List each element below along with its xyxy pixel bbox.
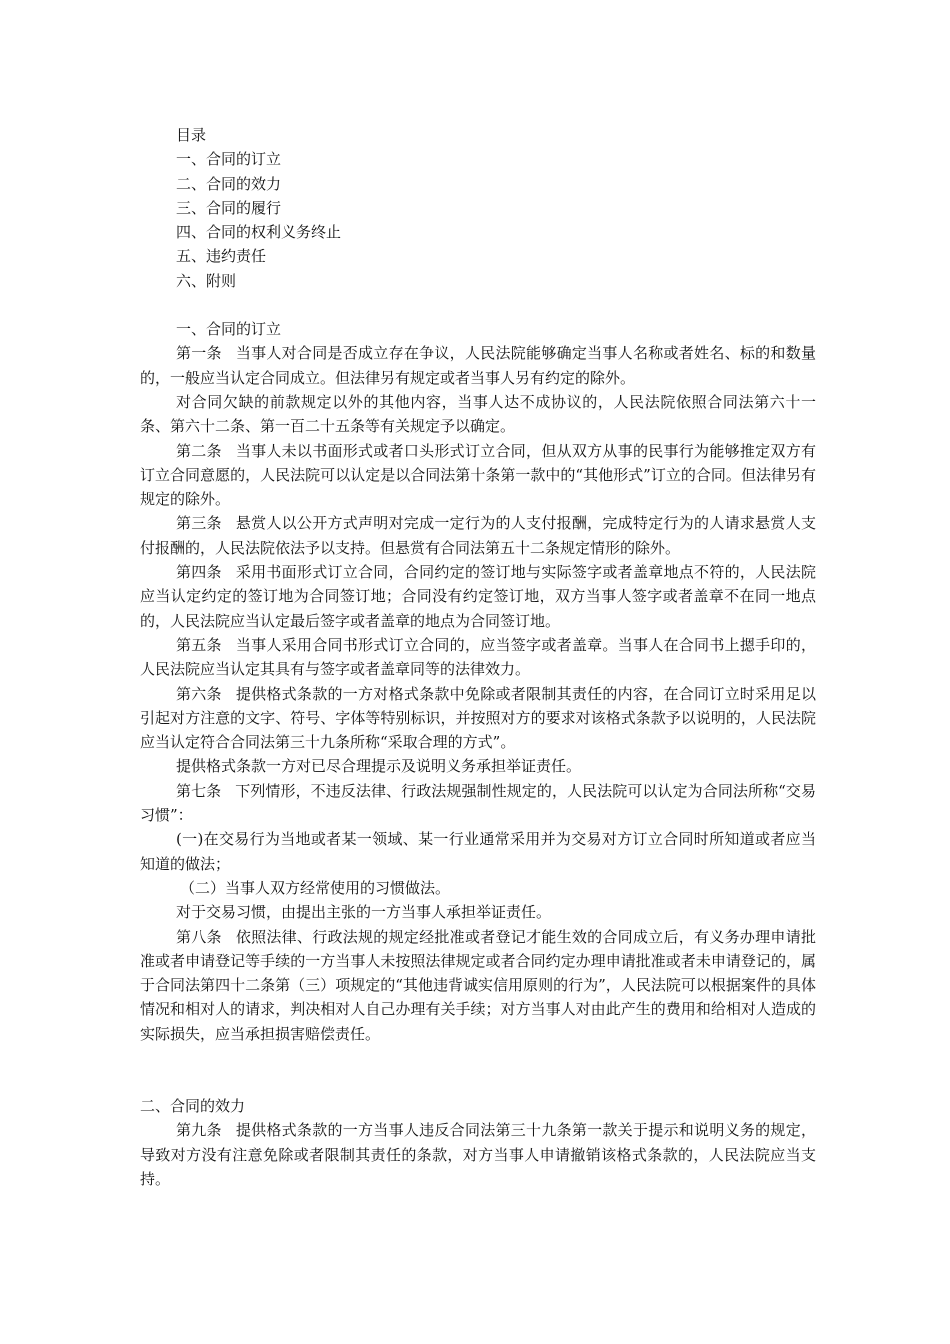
article-label: 第八条 [176, 927, 222, 946]
article-paragraph: 提供格式条款一方对已尽合理提示及说明义务承担举证责任。 [176, 757, 582, 776]
toc-item: 四、合同的权利义务终止 [176, 223, 342, 242]
article-label: 第三条 [176, 514, 222, 533]
toc-item: 六、附则 [176, 271, 237, 290]
article-label: 第一条 [176, 344, 222, 363]
toc-title: 目录 [176, 126, 207, 144]
article-text: 采用书面形式订立合同，合同约定的签订地与实际签字或者盖章地点不符的，人民法院应当认定约定的签订地为合同签订地；合同没有约定签订地，双方当事人签字或者盖章不在同一地点的，人民法院应当认定最后签字或者盖章的地点为合同签订地。 [140, 563, 816, 630]
table-of-contents [140, 123, 816, 293]
article-label: 第四条 [176, 563, 222, 582]
article-text: 当事人未以书面形式或者口头形式订立合同，但从双方从事的民事行为能够推定双方有订立合同意愿的，人民法院可以认定是以合同法第十条第一款中的“其他形式”订立的合同。但法律另有规定的除外。 [140, 441, 816, 509]
toc-list [140, 147, 816, 293]
article-text: 悬赏人以公开方式声明对完成一定行为的人支付报酬，完成特定行为的人请求悬赏人支付报酬的，人民法院依法予以支持。但悬赏有合同法第五十二条规定情形的除外。 [140, 514, 816, 557]
document-page [140, 123, 816, 1191]
article-label: 第五条 [176, 635, 222, 654]
article-text: 当事人对合同是否成立存在争议，人民法院能够确定当事人名称或者姓名、标的和数量的，一般应当认定合同成立。但法律另有规定或者当事人另有约定的除外。 [140, 344, 816, 387]
article-text: 提供格式条款的一方对格式条款中免除或者限制其责任的内容，在合同订立时采用足以引起对方注意的文字、符号、字体等特别标识，并按照对方的要求对该格式条款予以说明的，人民法院应当认定符合合同法第三十九条所称“采取合理的方式”。 [140, 684, 816, 752]
article-2 [140, 439, 816, 512]
article-text: 下列情形，不违反法律、行政法规强制性规定的，人民法院可以认定为合同法所称“交易习惯”： [140, 781, 816, 825]
article-paragraph: 对合同欠缺的前款规定以外的其他内容，当事人达不成协议的，人民法院依照合同法第六十一条、第六十二条、第一百二十五条等有关规定予以确定。 [140, 392, 816, 436]
article-3 [140, 511, 816, 560]
article-paragraph: 对于交易习惯，由提出主张的一方当事人承担举证责任。 [176, 903, 552, 922]
article-item: (一)在交易行为当地或者某一领域、某一行业通常采用并为交易对方订立合同时所知道或者应当知道的做法； [140, 830, 816, 873]
spacer [140, 1046, 816, 1094]
article-text: 当事人采用合同书形式订立合同的，应当签字或者盖章。当事人在合同书上摁手印的，人民法院应当认定其具有与签字或者盖章同等的法律效力。 [140, 635, 816, 679]
article-label: 第九条 [176, 1121, 222, 1140]
article-label: 第六条 [176, 684, 222, 703]
section-title: 一、合同的订立 [176, 320, 282, 339]
article-6 [140, 682, 816, 755]
article-7 [140, 779, 816, 828]
article-1 [140, 341, 816, 390]
toc-item: 五、违约责任 [176, 247, 267, 266]
article-label: 第七条 [176, 781, 222, 800]
article-8 [140, 925, 816, 1046]
article-label: 第二条 [176, 441, 222, 460]
toc-item: 二、合同的效力 [176, 174, 282, 193]
article-5 [140, 633, 816, 682]
toc-item: 三、合同的履行 [176, 198, 282, 217]
article-text: 依照法律、行政法规的规定经批准或者登记才能生效的合同成立后，有义务办理申请批准或者申请登记等手续的一方当事人未按照法律规定或者合同约定办理申请批准或者未申请登记的，属于合同法第四十二条第（三）项规定的“其他违背诚实信用原则的行为”，人民法院可以根据案件的具体情况和相对人的请求，判决相对人自己办理有关手续；对方当事人对由此产生的费用和给相对人造成的实际损失，应当承担损害赔偿责任。 [140, 927, 816, 1043]
section-contract-validity [140, 1094, 816, 1191]
article-4 [140, 560, 816, 633]
spacer [140, 293, 816, 317]
article-text: 提供格式条款的一方当事人违反合同法第三十九条第一款关于提示和说明义务的规定，导致对方没有注意免除或者限制其责任的条款，对方当事人申请撤销该格式条款的，人民法院应当支持。 [140, 1121, 816, 1188]
article-9 [140, 1118, 816, 1191]
toc-item: 一、合同的订立 [176, 150, 282, 169]
section-title: 二、合同的效力 [140, 1096, 246, 1115]
article-item: （二）当事人双方经常使用的习惯做法。 [180, 878, 451, 897]
section-contract-formation [140, 317, 816, 1046]
